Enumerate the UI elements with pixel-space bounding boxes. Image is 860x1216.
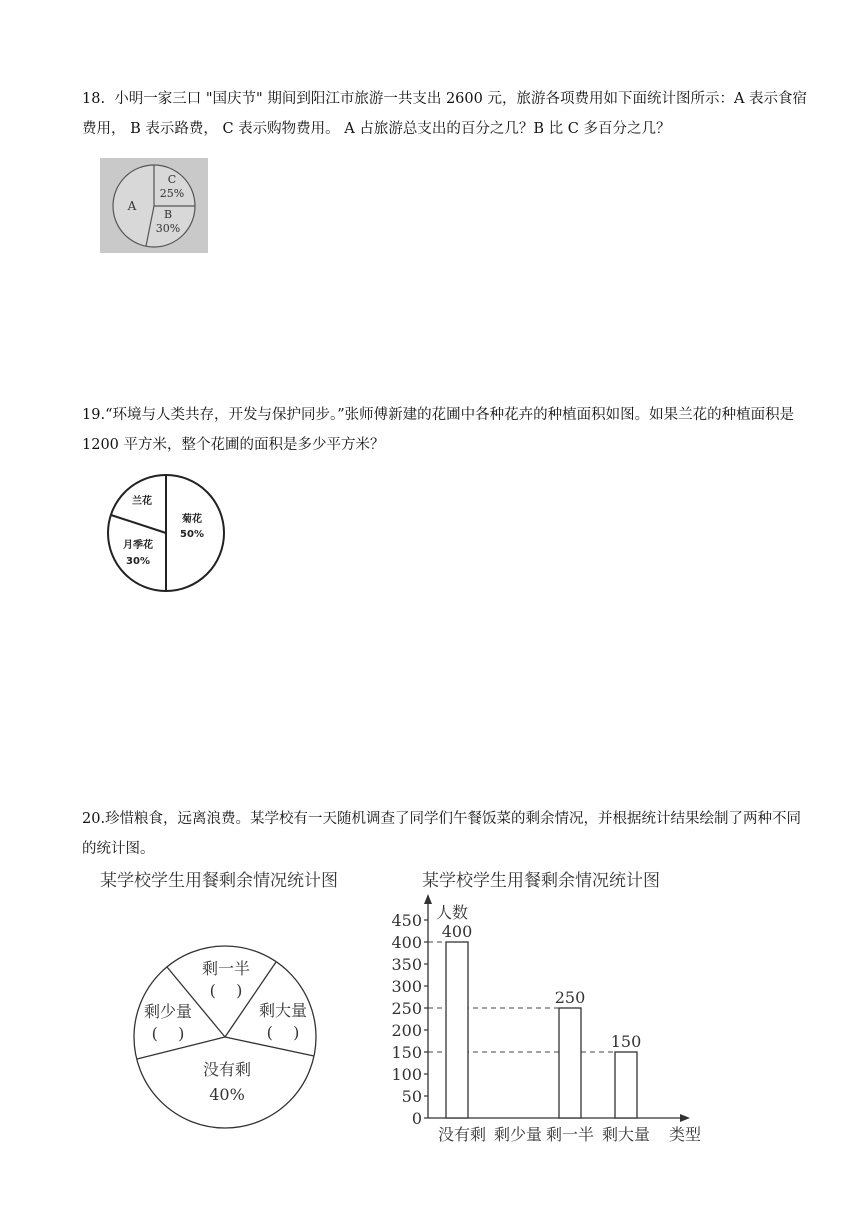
slice-label-shengyiban: 剩一半 <box>201 959 251 978</box>
y-axis-arrow <box>424 894 432 904</box>
bar-title: 某学校学生用餐剩余情况统计图 <box>422 871 660 891</box>
bar <box>559 1008 581 1118</box>
slice-label-juhua: 菊花 <box>182 514 202 525</box>
bar-value-label: 400 <box>441 922 473 941</box>
pie-chart-q18 <box>100 158 208 253</box>
slice-label-shengdaliang: 剩大量 <box>258 1001 308 1020</box>
question-19 <box>82 400 812 460</box>
question-20 <box>82 804 812 864</box>
y-tick-label: 450 <box>391 911 422 930</box>
x-axis-label: 类型 <box>668 1125 702 1144</box>
bar <box>615 1052 637 1118</box>
slice-percent-b: 30% <box>155 222 181 235</box>
y-tick-label: 100 <box>391 1065 422 1084</box>
question-text: 小明一家三口 "国庆节" 期间到阳江市旅游一共支出 2600 元，旅游各项费用如下面统计图所示：A 表示食宿费用， B 表示路费， C 表示购物费用。 A 占旅游总支出的百分之几？B 比 C 多百分之几？ <box>82 91 808 137</box>
question-number: 18. <box>82 91 106 107</box>
x-axis-arrow <box>680 1114 690 1122</box>
x-category-label: 剩少量 <box>493 1125 543 1144</box>
bar-value-label: 150 <box>610 1032 642 1051</box>
x-category-label: 剩大量 <box>601 1125 651 1144</box>
y-tick-label: 50 <box>401 1087 422 1106</box>
slice-percent-yueji: 30% <box>126 556 150 567</box>
y-tick-label: 0 <box>411 1109 422 1128</box>
slice-label-a: A <box>127 199 137 213</box>
pie-chart-q19 <box>104 472 228 594</box>
slice-label-c: C <box>167 173 177 186</box>
bar <box>446 942 468 1118</box>
pie-title: 某学校学生用餐剩余情况统计图 <box>100 871 338 891</box>
question-number: 19. <box>82 407 106 423</box>
bar-value-label: 250 <box>554 988 586 1007</box>
question-text: 珍惜粮食，远离浪费。某学校有一天随机调查了同学们午餐饭菜的剩余情况，并根据统计结果绘制了两种不同的统计图。 <box>82 811 802 857</box>
slice-blank-shengyiban: ( ) <box>209 981 243 1000</box>
slice-label-b: B <box>163 208 173 221</box>
question-18 <box>82 84 812 144</box>
slice-percent-juhua: 50% <box>180 529 204 540</box>
slice-percent-meiyousheng: 40% <box>209 1085 245 1104</box>
x-category-label: 剩一半 <box>545 1125 595 1144</box>
y-tick-label: 300 <box>391 977 422 996</box>
y-tick-label: 200 <box>391 1021 422 1040</box>
y-tick-label: 350 <box>391 955 422 974</box>
x-category-label: 没有剩 <box>437 1125 487 1144</box>
question-number: 20. <box>82 811 106 827</box>
question-text: “环境与人类共存，开发与保护同步。”张师傅新建的花圃中各种花卉的种植面积如图。如果兰花的种植面积是 1200 平方米，整个花圃的面积是多少平方米？ <box>82 407 795 453</box>
slice-percent-c: 25% <box>159 187 185 200</box>
y-tick-label: 250 <box>391 999 422 1018</box>
slice-label-meiyousheng: 没有剩 <box>202 1060 252 1079</box>
slice-blank-shengshaoliang: ( ) <box>151 1024 185 1043</box>
slice-label-shengshaoliang: 剩少量 <box>143 1002 193 1021</box>
pie-chart-q20 <box>90 862 380 1132</box>
slice-blank-shengdaliang: ( ) <box>266 1023 300 1042</box>
slice-label-yueji: 月季花 <box>123 540 153 551</box>
slice-label-lanhua: 兰花 <box>132 496 152 507</box>
y-tick-label: 150 <box>391 1043 422 1062</box>
bar-chart-q20 <box>380 862 710 1152</box>
y-axis-label: 人数 <box>436 903 469 922</box>
y-tick-label: 400 <box>391 933 422 952</box>
